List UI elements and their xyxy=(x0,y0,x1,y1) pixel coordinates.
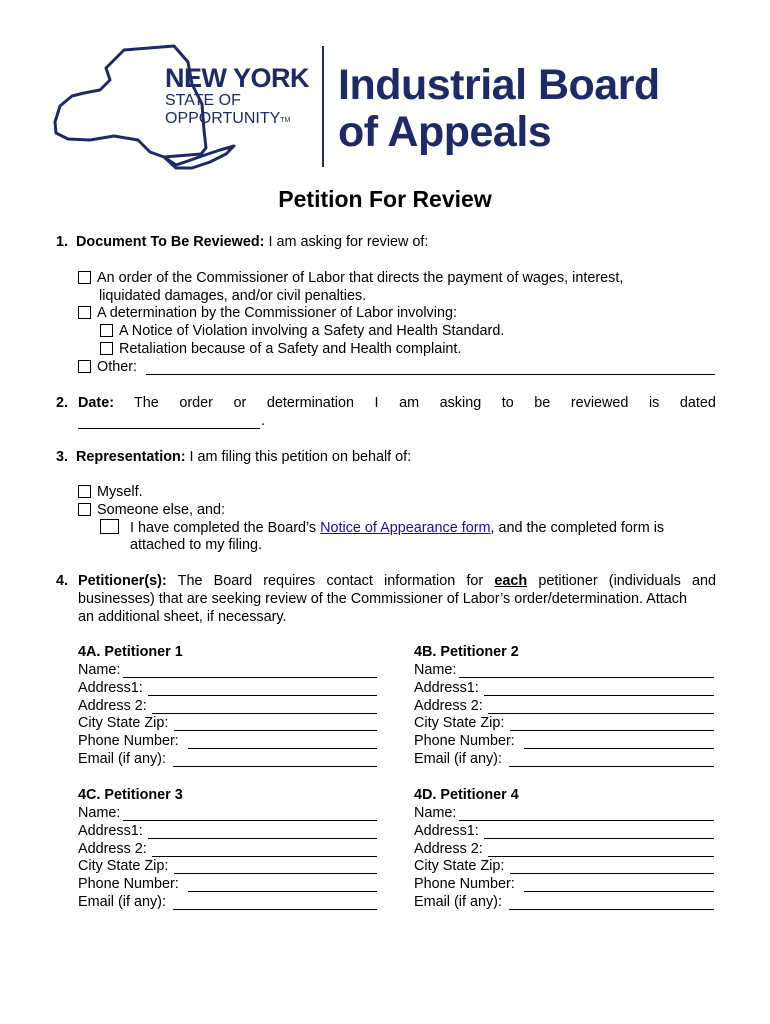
petitioner-1-email-label: Email (if any): xyxy=(78,751,166,767)
checkbox-row-order[interactable]: An order of the Commissioner of Labor that directs the payment of wages, interest, xyxy=(78,270,623,287)
petitioner-4-address1-label: Address1: xyxy=(414,822,479,839)
petitioner-1-phone-label: Phone Number: xyxy=(78,733,179,750)
petitioner-3-phone-label: Phone Number: xyxy=(78,876,179,893)
section-2-number: 2. xyxy=(56,395,69,411)
petitioner-4-address1-input[interactable] xyxy=(484,838,714,839)
petitioner-4-phone-input[interactable] xyxy=(524,891,714,892)
petitioner-4-email-label: Email (if any): xyxy=(414,894,502,910)
petitioner-1-city-input[interactable] xyxy=(174,730,377,731)
header-divider xyxy=(322,46,324,167)
petitioner-2-phone-label: Phone Number: xyxy=(414,733,515,750)
notice-of-appearance-link[interactable]: Notice of Appearance form xyxy=(320,520,491,536)
trademark: TM xyxy=(280,117,291,124)
petitioner-3-phone-input[interactable] xyxy=(188,891,377,892)
nys-title: NEW YORK xyxy=(165,63,310,93)
petitioner-2-city-label: City State Zip: xyxy=(414,715,505,732)
nys-wordmark xyxy=(165,64,309,130)
checkbox-row-someone-else[interactable]: Someone else, and: xyxy=(78,502,225,519)
board-name-line-2: of Appeals xyxy=(338,108,552,156)
petitioner-2-city-input[interactable] xyxy=(510,730,714,731)
board-name xyxy=(338,62,660,156)
petitioner-2-name-label: Name: xyxy=(414,662,457,678)
checkbox-row-notice-of-violation[interactable]: A Notice of Violation involving a Safety and Health Standard. xyxy=(100,323,504,340)
petitioner-1-name-input[interactable] xyxy=(123,677,377,678)
date-input-line[interactable] xyxy=(78,428,260,429)
petitioner-3-address1-label: Address1: xyxy=(78,822,143,839)
petitioner-3-email-input[interactable] xyxy=(173,909,377,910)
petitioner-4-city-input[interactable] xyxy=(510,873,714,874)
section-4-line-3: an additional sheet, if necessary. xyxy=(78,609,287,625)
section-4-line-1: Petitioner(s): The Board requires contact information for each petitioner (individuals and xyxy=(78,573,716,589)
petitioner-1-title: 4A. Petitioner 1 xyxy=(78,644,183,660)
petitioner-3-address1-input[interactable] xyxy=(148,838,377,839)
notice-line-2: attached to my filing. xyxy=(130,537,262,553)
petitioner-4-phone-label: Phone Number: xyxy=(414,876,515,893)
petitioner-4-address2-label: Address 2: xyxy=(414,840,483,857)
petitioner-4-city-label: City State Zip: xyxy=(414,858,505,875)
checkbox-other[interactable] xyxy=(78,360,91,373)
checkbox-determination[interactable] xyxy=(78,306,91,319)
petitioner-4-address2-input[interactable] xyxy=(488,856,714,857)
checkbox-retaliation[interactable] xyxy=(100,342,113,355)
checkbox-order[interactable] xyxy=(78,271,91,284)
checkbox-someone-else[interactable] xyxy=(78,503,91,516)
checkbox-row-determination[interactable]: A determination by the Commissioner of Labor involving: xyxy=(78,305,457,322)
checkbox-row-notice-of-appearance[interactable]: I have completed the Board’s Notice of Appearance form, and the completed form is xyxy=(100,519,664,537)
option-order-line-2: liquidated damages, and/or civil penalties. xyxy=(99,288,367,304)
checkbox-row-other[interactable]: Other: xyxy=(78,359,137,376)
board-name-line-1: Industrial Board xyxy=(338,61,660,109)
nys-line-2: STATE OF xyxy=(165,92,241,109)
checkbox-notice-of-appearance[interactable] xyxy=(100,519,119,534)
petitioner-4-email-input[interactable] xyxy=(509,909,714,910)
petitioner-1-phone-input[interactable] xyxy=(188,748,377,749)
section-1-heading: 1. Document To Be Reviewed: I am asking for review of: xyxy=(56,234,429,250)
section-2-heading: Date: xyxy=(78,395,114,411)
petitioner-2-address2-label: Address 2: xyxy=(414,697,483,714)
date-period: . xyxy=(261,413,265,429)
petitioner-1-city-label: City State Zip: xyxy=(78,715,169,732)
petitioner-2-address1-input[interactable] xyxy=(484,695,714,696)
petitioner-4-name-input[interactable] xyxy=(459,820,714,821)
petitioner-2-title: 4B. Petitioner 2 xyxy=(414,644,519,660)
petitioner-2-address1-label: Address1: xyxy=(414,679,479,696)
petitioner-3-city-input[interactable] xyxy=(174,873,377,874)
checkbox-row-myself[interactable]: Myself. xyxy=(78,484,143,501)
checkbox-myself[interactable] xyxy=(78,485,91,498)
section-2-sentence: The order or determination I am asking to be reviewed is dated xyxy=(134,395,716,411)
petitioner-4-name-label: Name: xyxy=(414,805,457,821)
petitioner-1-address1-input[interactable] xyxy=(148,695,377,696)
section-3-heading: 3. Representation: I am filing this petition on behalf of: xyxy=(56,449,412,465)
petitioner-2-name-input[interactable] xyxy=(459,677,714,678)
other-input-line[interactable] xyxy=(146,374,715,375)
petitioner-2-address2-input[interactable] xyxy=(488,713,714,714)
petitioner-2-email-label: Email (if any): xyxy=(414,751,502,767)
section-4-line-2: businesses) that are seeking review of the Commissioner of Labor’s order/determination. Attach xyxy=(78,591,687,607)
section-4-number: 4. xyxy=(56,573,69,589)
petitioner-3-email-label: Email (if any): xyxy=(78,894,166,910)
petitioner-1-address1-label: Address1: xyxy=(78,679,143,696)
petitioner-2-email-input[interactable] xyxy=(509,766,714,767)
petitioner-2-phone-input[interactable] xyxy=(524,748,714,749)
petitioner-3-address2-input[interactable] xyxy=(152,856,377,857)
petitioner-3-name-input[interactable] xyxy=(123,820,377,821)
petitioner-4-title: 4D. Petitioner 4 xyxy=(414,787,519,803)
petitioner-3-address2-label: Address 2: xyxy=(78,840,147,857)
page-title: Petition For Review xyxy=(278,186,492,212)
nys-line-3: OPPORTUNITY xyxy=(165,110,281,127)
checkbox-notice-of-violation[interactable] xyxy=(100,324,113,337)
petitioner-3-city-label: City State Zip: xyxy=(78,858,169,875)
petitioner-1-name-label: Name: xyxy=(78,662,121,678)
checkbox-row-retaliation[interactable]: Retaliation because of a Safety and Health complaint. xyxy=(100,341,461,358)
petitioner-1-email-input[interactable] xyxy=(173,766,377,767)
petitioner-1-address2-input[interactable] xyxy=(152,713,377,714)
petitioner-3-title: 4C. Petitioner 3 xyxy=(78,787,183,803)
petitioner-1-address2-label: Address 2: xyxy=(78,697,147,714)
petitioner-3-name-label: Name: xyxy=(78,805,121,821)
